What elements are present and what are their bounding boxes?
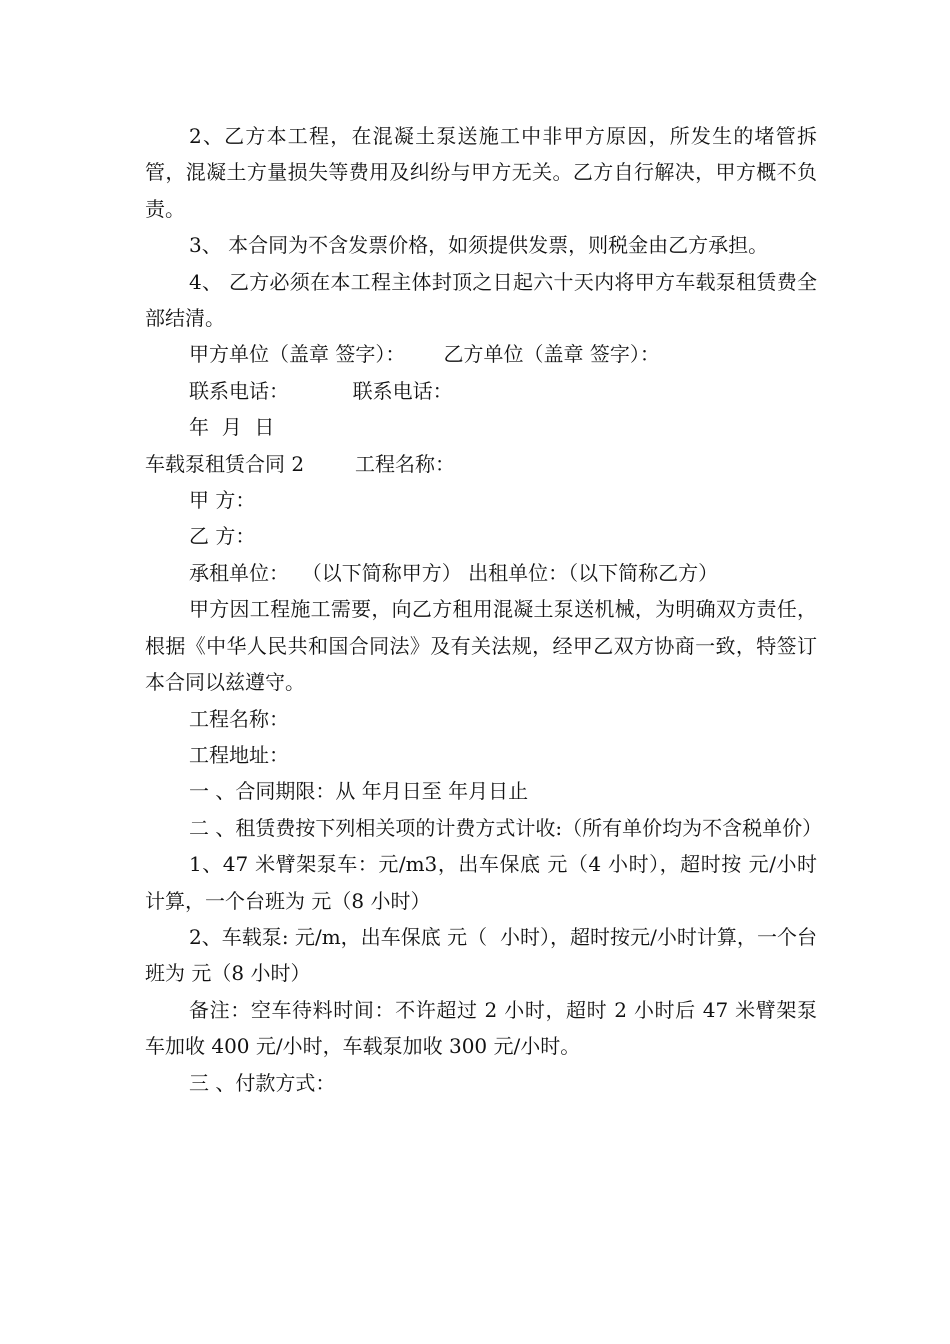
contract-2-title: 车载泵租赁合同 2 工程名称：: [145, 451, 455, 476]
document-page: [145, 118, 823, 1101]
clause-3-invoice-tax: 3、 本合同为不含发票价格，如须提供发票，则税金由乙方承担。: [189, 233, 769, 258]
signature-units-line: 甲方单位（盖章 签字）： 乙方单位（盖章 签字）：: [189, 342, 660, 367]
section-3-payment: 三 、付款方式：: [189, 1070, 336, 1095]
remark-waiting-time: 备注：空车待料时间：不许超过 2 小时，超时 2 小时后 47 米臂架泵车加收 400 元/小时，车载泵加收 300 元/小时。: [145, 997, 817, 1059]
clause-2-no-liability: 2、乙方本工程，在混凝土泵送施工中非甲方原因，所发生的堵管拆管，混凝土方量损失等费用及纠纷与甲方无关。乙方自行解决，甲方概不负责。: [145, 124, 817, 221]
party-a-line: 甲 方：: [189, 488, 256, 513]
project-address-line: 工程地址：: [189, 742, 289, 767]
section-1-term: 一 、合同期限：从 年月日至 年月日止: [189, 779, 529, 804]
lessee-lessor-line: 承租单位： （以下简称甲方） 出租单位：（以下简称乙方）: [189, 560, 719, 585]
fee-item-1-boom-pump: 1、47 米臂架泵车：元/m3，出车保底 元（4 小时），超时按 元/小时计算，一个台班为 元（8 小时）: [145, 852, 817, 913]
date-line: 年 月 日: [189, 415, 275, 440]
section-2-fees: 二 、租赁费按下列相关项的计费方式计收:（所有单价均为不含税单价）: [189, 815, 823, 840]
clause-4-settlement: 4、 乙方必须在本工程主体封顶之日起六十天内将甲方车载泵租赁费全部结清。: [145, 269, 817, 331]
contact-phone-line: 联系电话： 联系电话：: [189, 378, 453, 403]
project-name-line: 工程名称：: [189, 706, 289, 731]
preamble-paragraph: 甲方因工程施工需要，向乙方租用混凝土泵送机械，为明确双方责任，根据《中华人民共和国合同法》及有关法规，经甲乙双方协商一致，特签订本合同以兹遵守。: [145, 597, 817, 695]
fee-item-2-truck-pump: 2、车载泵: 元/m，出车保底 元（ 小时），超时按元/小时计算，一个台班为 元（8 小时）: [145, 924, 817, 986]
party-b-line: 乙 方：: [189, 524, 256, 549]
